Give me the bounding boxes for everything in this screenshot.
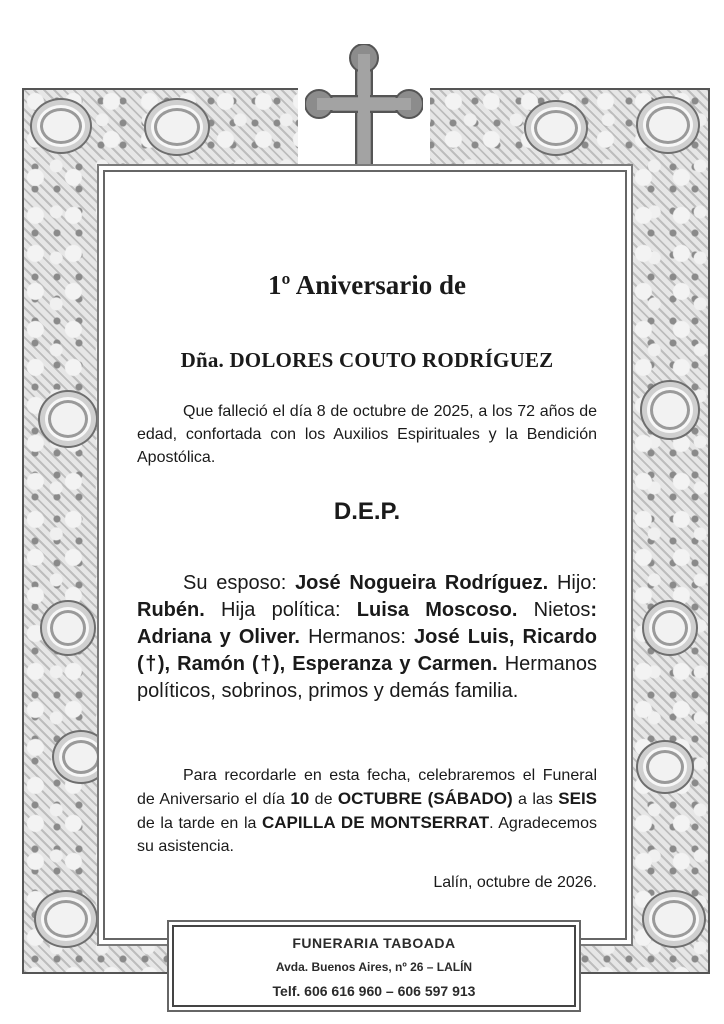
bold-run: Rubén. [137,599,205,621]
funeral-home-address: Avda. Buenos Aires, nº 26 – LALÍN [275,960,473,974]
text-run: Hermanos: [299,626,415,648]
text-run: . Agradecemos su asistencia. [137,815,597,855]
text-run: de [309,791,338,808]
rose-icon [34,890,98,948]
rose-icon [636,96,700,154]
bold-run: José Luis, Ricardo (†), Ramón (†), Esperanza y Carmen. [137,626,597,675]
bold-run: Luisa Moscoso. [356,599,518,621]
bold-run: OCTUBRE (SÁBADO) [337,789,513,808]
dep-heading: D.E.P. [333,498,401,525]
rose-icon [52,730,110,784]
funeral-announcement [137,764,597,858]
funeral-home-box [172,925,576,1007]
rose-icon [524,100,588,156]
bold-run: SEIS [558,789,598,808]
text-run: Hija política: [204,599,357,621]
rose-icon [636,740,694,794]
rose-icon [40,600,96,656]
notice-title: 1º Aniversario de [268,270,466,300]
bold-run: : Adriana y Oliver. [137,599,597,648]
death-notice: Que falleció el día 8 de octubre de 2025, a los 72 años de edad, confortada con los Auxilios Espirituales y la Bendición Apostólica. [137,403,597,466]
bold-run: 10 [290,789,310,808]
rose-icon [30,98,92,154]
bold-run: José Nogueira Rodríguez. [295,572,549,594]
funeral-home-phone: Telf. 606 616 960 – 606 597 913 [272,983,476,999]
text-run: Hermanos políticos, sobrinos, primos y demás familia. [137,653,597,702]
rose-icon [642,600,698,656]
family-list [137,570,597,705]
deceased-name: Dña. DOLORES COUTO RODRÍGUEZ [180,348,554,372]
signoff-date: Lalín, octubre de 2026. [433,874,597,891]
text-run: de la tarde en la [137,815,262,832]
text-run: Para recordarle en esta fecha, celebraremos el Funeral de Aniversario el día [137,767,597,808]
bold-run: CAPILLA DE MONTSERRAT [262,813,490,832]
rose-icon [640,380,700,440]
rose-icon [144,98,210,156]
rose-icon [38,390,98,448]
text-run: a las [512,791,559,808]
funeral-home-name: FUNERARIA TABOADA [292,935,456,951]
text-run: Hijo: [548,572,597,594]
text-run: Su esposo: [183,572,296,594]
notice-content [137,270,598,891]
text-run: Nietos [517,599,591,621]
rose-icon [642,890,706,948]
